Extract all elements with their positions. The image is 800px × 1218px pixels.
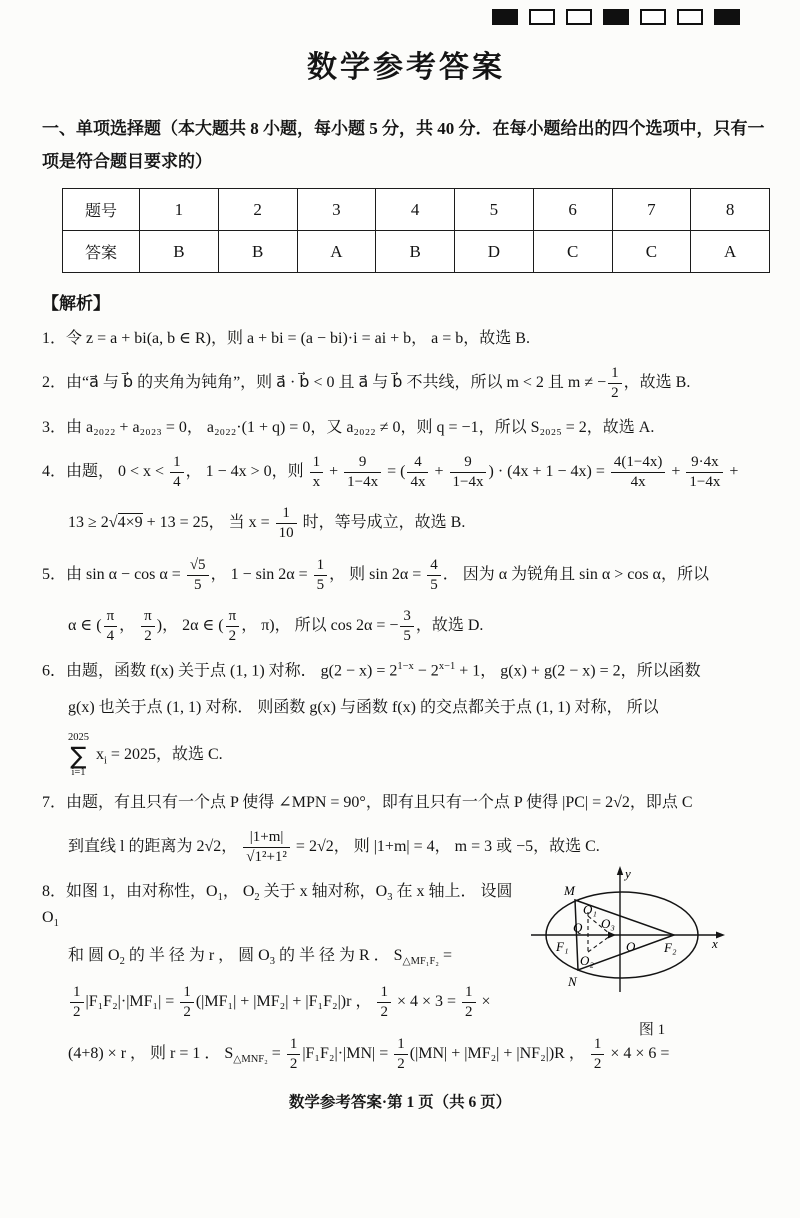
- subscript: △MNF₂: [233, 1054, 268, 1066]
- math-text: ，故选 D.: [415, 617, 484, 635]
- math-text: 关于 x 轴对称，O: [259, 882, 388, 900]
- fraction-denominator: 2: [289, 1055, 298, 1072]
- solution-line: [42, 504, 770, 543]
- solution-line: [42, 416, 770, 440]
- fraction-numerator: 1: [180, 983, 194, 1003]
- question-number-cell: 3: [297, 189, 376, 231]
- math-text: 1．令 z = a + bi(a, b ∈ R)，则 a + bi = (a − bi)·i = ai + b， a = b，故选 B.: [42, 330, 530, 348]
- math-text: ，: [119, 617, 140, 635]
- fraction-numerator: 1: [276, 504, 297, 524]
- fraction-denominator: 10: [278, 525, 294, 542]
- fraction-numerator: 9: [344, 453, 381, 473]
- math-text: 4．由题， 0 < x <: [42, 462, 169, 480]
- subscript: 1: [53, 917, 59, 929]
- question-number-cell: 5: [455, 189, 534, 231]
- fraction: [425, 556, 443, 595]
- solution-item-7: [42, 791, 770, 867]
- sum-upper-limit: 2025: [68, 732, 89, 744]
- fraction: [684, 453, 725, 492]
- math-text: = 2025，故选 C.: [106, 746, 223, 764]
- fraction-numerator: 1: [314, 556, 328, 576]
- solution-line: [42, 659, 770, 683]
- math-text: ， π)， 所以 cos 2α = −: [241, 617, 399, 635]
- solution-item-3: [42, 416, 770, 440]
- answer-cell: D: [455, 231, 534, 273]
- label-F1: F₁: [556, 938, 569, 954]
- fraction-numerator: π: [226, 607, 240, 627]
- question-number-cell: 4: [376, 189, 455, 231]
- fraction-numerator: 1: [287, 1035, 301, 1055]
- figure-1-drawing: [528, 864, 776, 1016]
- math-text: )， 2α ∈ (: [156, 617, 224, 635]
- registration-mark-outline: [566, 9, 592, 25]
- fraction: [342, 453, 383, 492]
- fraction-denominator: 5: [430, 576, 438, 593]
- fraction-numerator: 1: [608, 364, 622, 384]
- fraction-denominator: 2: [228, 628, 237, 645]
- solution-line: [42, 733, 770, 778]
- math-text: − 2: [413, 662, 439, 680]
- solution-line: [42, 983, 520, 1022]
- math-text: (|MF₁| + |MF₂| + |F₁F₂|)r ，: [195, 993, 376, 1011]
- fraction: [241, 828, 292, 867]
- fraction-numerator: 1: [591, 1035, 605, 1055]
- fraction-denominator: 2: [144, 628, 152, 645]
- fraction: [448, 453, 489, 492]
- math-text: 5．由 sin α − cos α =: [42, 565, 185, 583]
- subscript: △MF₁F₂: [402, 956, 439, 968]
- math-text: 3．由 a₂₀₂₂ + a₂₀₂₃ = 0， a₂₀₂₂·(1 + q) = 0，又 a₂₀₂₂ ≠ 0，则 q = −1，所以 S₂₀₂₅ = 2，故选 A.: [42, 418, 655, 436]
- label-Q: Q: [573, 919, 583, 935]
- solution-line: [42, 828, 770, 867]
- fraction: [308, 453, 326, 492]
- answer-cell: C: [612, 231, 691, 273]
- label-O1: O₁: [583, 901, 597, 917]
- solution-line: [42, 880, 520, 932]
- fraction-denominator: 4: [173, 473, 181, 490]
- answer-cell: B: [140, 231, 219, 273]
- fraction-denominator: 4x: [630, 473, 646, 490]
- y-axis-arrow-icon: [617, 866, 623, 875]
- math-text: + 13 = 25， 当 x =: [142, 514, 274, 532]
- answer-cell: C: [533, 231, 612, 273]
- answer-cell: A: [691, 231, 770, 273]
- subscript: 3: [269, 956, 275, 968]
- fraction: [609, 453, 667, 492]
- math-text: 的 半 径 为 r ， 圆 O: [124, 947, 270, 965]
- sum-sigma-icon: ∑: [70, 741, 87, 770]
- answer-table: [62, 188, 770, 273]
- fraction-denominator: x: [312, 473, 321, 490]
- math-text: 6．由题，函数 f(x) 关于点 (1, 1) 对称． g(2 − x) = 2: [42, 662, 398, 680]
- fraction-numerator: 9: [450, 453, 487, 473]
- fraction-denominator: 2: [465, 1004, 473, 1021]
- math-text: ) · (4x + 1 − 4x) =: [488, 462, 609, 480]
- math-text: 2．由“a⃗ 与 b⃗ 的夹角为钝角”，则 a⃗ · b⃗ < 0 且 a⃗ 与 b⃗ 不共线，所以 m < 2 且 m ≠ −: [42, 374, 607, 392]
- fraction-denominator: 5: [403, 628, 411, 645]
- fraction-denominator: 2: [73, 1004, 81, 1021]
- fraction: [285, 1035, 303, 1074]
- registration-mark-filled: [492, 9, 518, 25]
- fraction-denominator: 4: [106, 628, 115, 645]
- label-M: M: [564, 882, 575, 898]
- fraction-denominator: 2: [183, 1004, 191, 1021]
- math-text: 13 ≥ 2: [68, 514, 109, 532]
- label-y-axis: y: [625, 865, 631, 881]
- fraction-numerator: √5: [187, 556, 209, 576]
- solution-line: [42, 453, 770, 492]
- registration-marks: [492, 9, 740, 25]
- math-text: ． 因为 α 为锐角且 sin α > cos α，所以: [442, 565, 709, 583]
- fraction: [392, 1035, 410, 1074]
- math-text: = (: [383, 462, 406, 480]
- math-text: (4+8) × r ， 则 r = 1 ． S: [68, 1044, 234, 1062]
- fraction-numerator: 3: [400, 607, 414, 627]
- solutions-list: [42, 327, 770, 866]
- fraction-numerator: π: [141, 607, 155, 627]
- fraction: [405, 453, 430, 492]
- solution-item-4: [42, 453, 770, 543]
- subscript: 3: [387, 891, 393, 903]
- math-text: (|MN| + |MF₂| + |NF₂|)R ，: [409, 1044, 589, 1062]
- registration-mark-filled: [714, 9, 740, 25]
- fraction-denominator: 5: [316, 576, 325, 593]
- solution-line: [42, 696, 770, 720]
- solution-line: [42, 944, 520, 970]
- fraction: [224, 607, 242, 646]
- fraction-numerator: 4: [407, 453, 428, 473]
- registration-mark-outline: [640, 9, 666, 25]
- answer-row: [63, 231, 770, 273]
- math-text: × 4 × 6 =: [606, 1044, 670, 1062]
- radical: √4×9: [108, 514, 143, 532]
- fraction: [139, 607, 157, 646]
- subscript: i: [104, 755, 107, 767]
- subscript: 2: [119, 956, 125, 968]
- fraction-denominator: 5: [193, 576, 202, 593]
- answer-cell: B: [376, 231, 455, 273]
- solution-line: [42, 607, 770, 646]
- math-text: ×: [477, 993, 491, 1011]
- math-text: = 2√2， 则 |1+m| = 4， m = 3 或 −5，故选 C.: [291, 838, 600, 856]
- label-O: O: [626, 938, 636, 954]
- math-text: ， 则 sin 2α =: [329, 565, 426, 583]
- row-header-cell: 答案: [63, 231, 140, 273]
- fraction-denominator: 2: [611, 385, 619, 402]
- fraction-numerator: 1: [394, 1035, 408, 1055]
- fraction: [68, 983, 86, 1022]
- dashed-line-O2-O3: [588, 936, 610, 952]
- fraction-numerator: 9·4x: [686, 453, 723, 473]
- math-text: 7．由题，有且只有一个点 P 使得 ∠MPN = 90°，即有且只有一个点 P 使得 |PC| = 2√2，即点 C: [42, 794, 693, 812]
- row-header-cell: 题号: [63, 189, 140, 231]
- fraction-denominator: 1−4x: [347, 473, 379, 490]
- math-text: +: [325, 462, 343, 480]
- sum-lower-limit: i=1: [71, 766, 86, 778]
- math-text: 8．如图 1，由对称性，O: [42, 882, 218, 900]
- math-text: ， 1 − 4x > 0，则: [185, 462, 308, 480]
- page-footer: 数学参考答案·第 1 页（共 6 页）: [288, 1094, 512, 1111]
- fraction: [589, 1035, 607, 1074]
- math-text: + 1， g(x) + g(2 − x) = 2，所以函数: [455, 662, 701, 680]
- registration-mark-outline: [529, 9, 555, 25]
- radicand: 4×9: [117, 514, 143, 532]
- solution-line: [42, 791, 770, 815]
- fraction: [312, 556, 330, 595]
- label-N: N: [568, 973, 577, 989]
- label-O3: O₃: [601, 915, 615, 931]
- math-text: 时，等号成立，故选 B.: [298, 514, 466, 532]
- answer-cell: A: [297, 231, 376, 273]
- section-heading: 一、单项选择题（本大题共 8 小题，每小题 5 分，共 40 分．在每小题给出的四个选项中，只有一项是符合题目要求的）: [42, 119, 765, 172]
- fraction: [375, 983, 393, 1022]
- fraction: [274, 504, 299, 543]
- question-number-row: [63, 189, 770, 231]
- label-F2: F₂: [664, 939, 677, 955]
- math-text: 在 x 轴上． 设圆 O: [42, 882, 513, 926]
- math-text: 到直线 l 的距离为 2√2，: [68, 838, 242, 856]
- fraction: [178, 983, 196, 1022]
- registration-mark-filled: [603, 9, 629, 25]
- answer-cell: B: [218, 231, 297, 273]
- math-text: +: [725, 462, 739, 480]
- fraction: [185, 556, 211, 595]
- solution-item-6: [42, 659, 770, 778]
- math-text: +: [430, 462, 448, 480]
- label-x-axis: x: [712, 935, 718, 951]
- solution-line: [42, 1035, 770, 1074]
- fraction-numerator: 1: [170, 453, 184, 473]
- fraction: [606, 364, 624, 403]
- fraction-denominator: 2: [380, 1004, 388, 1021]
- fraction-numerator: 1: [70, 983, 84, 1003]
- fraction: [102, 607, 120, 646]
- subscript: 1: [217, 891, 223, 903]
- fraction-denominator: 2: [593, 1055, 602, 1072]
- fraction-numerator: 4(1−4x): [611, 453, 665, 473]
- math-text: ， 1 − sin 2α =: [210, 565, 312, 583]
- fraction: [460, 983, 478, 1022]
- math-text: =: [438, 947, 452, 965]
- question-number-cell: 6: [533, 189, 612, 231]
- math-text: |F₁F₂|·|MF₁| =: [85, 993, 179, 1011]
- solution-item-8: [42, 865, 770, 1074]
- solution-line: [42, 556, 770, 595]
- fraction-numerator: π: [104, 607, 118, 627]
- question-number-cell: 7: [612, 189, 691, 231]
- O3-arrow-icon: [608, 931, 616, 938]
- question-number-cell: 2: [218, 189, 297, 231]
- question-number-cell: 1: [140, 189, 219, 231]
- analysis-label: 【解析】: [42, 294, 110, 314]
- fraction-numerator: |1+m|: [243, 828, 290, 848]
- superscript: 1−x: [397, 660, 414, 672]
- math-text: ， O: [222, 882, 255, 900]
- solution-line: [42, 364, 770, 403]
- label-O2: O₂: [580, 952, 594, 968]
- figure-caption: 图 1: [638, 1021, 666, 1038]
- math-text: × 4 × 3 =: [392, 993, 461, 1011]
- math-text: g(x) 也关于点 (1, 1) 对称． 则函数 g(x) 与函数 f(x) 的交点都关于点 (1, 1) 对称， 所以: [68, 699, 659, 717]
- fraction: [168, 453, 186, 492]
- registration-mark-outline: [677, 9, 703, 25]
- math-text: x: [92, 746, 104, 764]
- fraction-numerator: 1: [462, 983, 476, 1003]
- math-text: 的 半 径 为 R ． S: [274, 947, 403, 965]
- math-text: +: [667, 462, 685, 480]
- fraction: [398, 607, 416, 646]
- fraction-denominator: 2: [397, 1055, 405, 1072]
- math-text: =: [267, 1044, 285, 1062]
- solution-item-5: [42, 556, 770, 646]
- solution-item-2: [42, 364, 770, 403]
- superscript: x−1: [438, 660, 456, 672]
- math-text: 和 圆 O: [68, 947, 120, 965]
- fraction-denominator: 1−4x: [689, 473, 721, 490]
- math-text: ，故选 B.: [623, 374, 691, 392]
- solution-line: [42, 327, 770, 351]
- math-text: α ∈ (: [68, 617, 102, 635]
- fraction-denominator: √1²+1²: [246, 848, 287, 865]
- subscript: 2: [254, 891, 260, 903]
- fraction-numerator: 4: [427, 556, 441, 576]
- page-title: 数学参考答案: [307, 51, 505, 84]
- solution-item-1: [42, 327, 770, 351]
- fraction-denominator: 1−4x: [452, 473, 484, 490]
- fraction-numerator: 1: [377, 983, 391, 1003]
- math-text: |F₁F₂|·|MN| =: [302, 1044, 393, 1062]
- fraction-denominator: 4x: [410, 473, 426, 490]
- figure-1: [528, 864, 776, 1039]
- summation: [68, 733, 89, 778]
- question-number-cell: 8: [691, 189, 770, 231]
- fraction-numerator: 1: [310, 453, 324, 473]
